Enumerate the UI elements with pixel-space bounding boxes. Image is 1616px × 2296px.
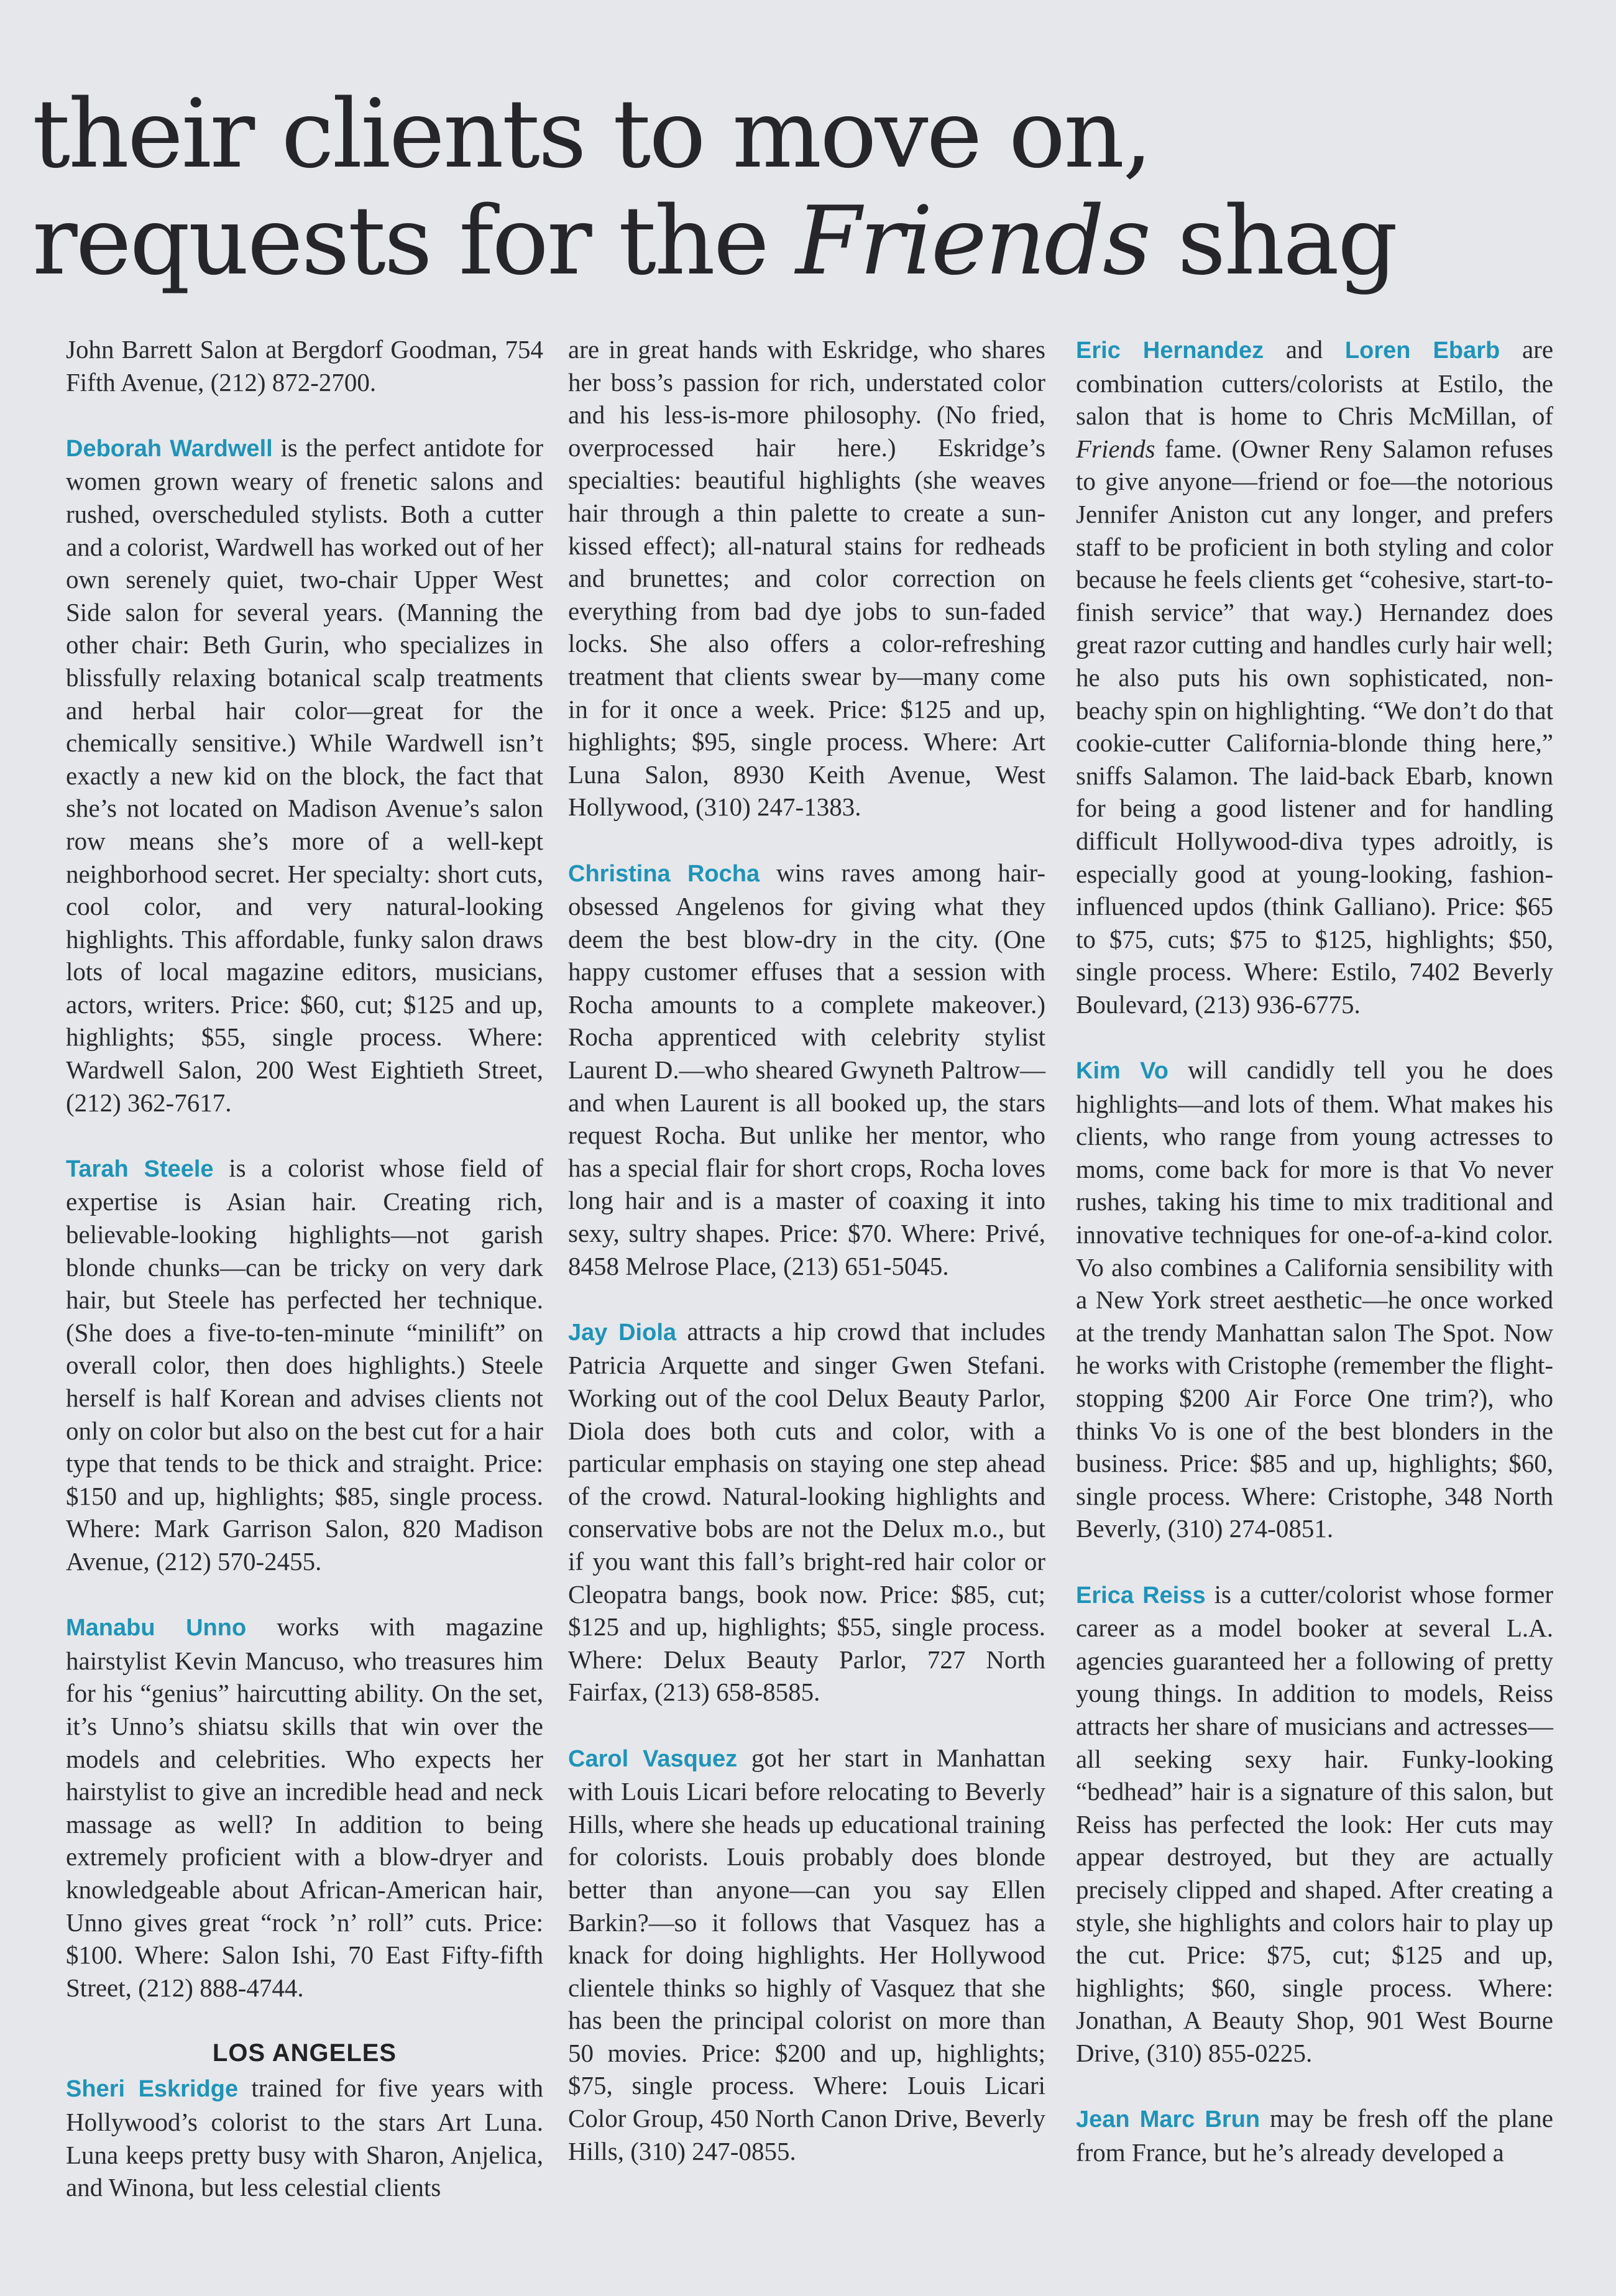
- entry-tarah-steele: [66, 1152, 543, 1578]
- entry-carol-vasquez: [568, 1742, 1045, 2168]
- stylist-name: Sheri Eskridge: [66, 2076, 239, 2103]
- entry-hernandez-ebarb: [1076, 333, 1553, 1021]
- entry-sheri-eskridge-continued: are in great hands with Eskridge, who shares her boss’s passion for rich, understated color and his less-is-more philosophy. (No fried, overprocessed hair here.) Eskridge’s specialties: beautiful highlights (she weaves hair through a thin palette to create a sun-kissed effect); all-natural stains for redheads and brunettes; and color correction on everything from bad dye jobs to sun-faded locks. She also offers a color-refreshing treatment that clients swear by—many come in for it once a week. Price: $125 and up, highlights; $95, single process. Where: Art Luna Salon, 8930 Keith Avenue, West Hollywood, (310) 247-1383.: [568, 335, 1045, 822]
- article-column-3: [1076, 333, 1553, 2169]
- stylist-name: Erica Reiss: [1076, 1582, 1206, 1609]
- stylist-name: Jay Diola: [568, 1319, 677, 1346]
- stylist-name: Tarah Steele: [66, 1155, 214, 1182]
- paragraph-john-barrett-address: John Barrett Salon at Bergdorf Goodman, 754 Fifth Avenue, (212) 872-2700.: [66, 335, 543, 397]
- stylist-name: Kim Vo: [1076, 1058, 1168, 1085]
- entry-text: are combination cutters/colorists at Estilo, the salon that is home to Chris McMillan, of: [1076, 335, 1554, 431]
- section-heading-los-angeles: LOS ANGELES: [212, 2039, 397, 2067]
- entry-text: trained for five years with Hollywood’s colorist to the stars Art Luna. Luna keeps pretty busy with Sharon, Anjelica, and Winona, but less celestial clients: [66, 2073, 543, 2202]
- entry-friends-italic: Friends: [1076, 434, 1155, 463]
- article-column-2: [568, 333, 1045, 2167]
- entry-sheri-eskridge: [66, 2072, 543, 2203]
- entry-text: got her start in Manhattan with Louis Licari before relocating to Beverly Hills, where she heads up educational training for colorists. Louis probably does blonde better than anyone—can you say Ellen Barkin?—so it follows that Vasquez has a knack for doing highlights. Her Hollywood clientele thinks so highly of Vasquez that she has been the principal colorist on more than 50 movies. Price: $200 and up, highlights; $75, single process. Where: Louis Licari Color Group, 450 North Canon Drive, Beverly Hills, (310) 247-0855.: [568, 1743, 1045, 2165]
- entry-jay-diola: [568, 1315, 1045, 1709]
- stylist-name: Manabu Unno: [66, 1615, 247, 1642]
- headline: [32, 81, 1586, 295]
- headline-line-2: [32, 188, 1586, 295]
- headline-line-2-end: shag: [1149, 186, 1397, 296]
- entry-text: is a colorist whose field of expertise is Asian hair. Creating rich, believable-looking highlights—not garish blonde chunks—can be tricky on very dark hair, but Steele has perfected her technique. (She does a five-to-ten-minute “minilift” on overall color, then does highlights.) Steele herself is half Korean and advises clients not only on color but also on the best cut for a hair type that tends to be thick and straight. Price: $150 and up, highlights; $85, single process. Where: Mark Garrison Salon, 820 Madison Avenue, (212) 570-2455.: [66, 1153, 543, 1576]
- entry-text: is a cutter/colorist whose former career as a model booker at several L.A. agencies guaranteed her a following of pretty young things. In addition to models, Reiss attracts her share of musicians and actresses—all seeking sexy hair. Funky-looking “bedhead” hair is a signature of this salon, but Reiss has perfected the look: Her cuts may appear destroyed, but they are actually precisely clipped and shaped. After creating a style, she highlights and colors hair to play up the cut. Price: $75, cut; $125 and up, highlights; $60, single process. Where: Jonathan, A Beauty Shop, 901 West Bourne Drive, (310) 855-0225.: [1076, 1579, 1554, 2067]
- stylist-name: Eric Hernandez: [1076, 338, 1264, 364]
- entry-kim-vo: [1076, 1054, 1553, 1545]
- stylist-name: Christina Rocha: [568, 860, 760, 887]
- stylist-name-2: Loren Ebarb: [1344, 338, 1500, 364]
- entry-text: wins raves among hair-obsessed Angelenos for giving what they deem the best blow-dry in the city. (One happy customer effuses that a session with Rocha amounts to a complete makeover.) Rocha apprenticed with celebrity stylist Laurent D.—who sheared Gwyneth Paltrow—and when Laurent is all booked up, the stars request Rocha. But unlike her mentor, who has a special flair for short crops, Rocha loves long hair and is a master of coaxing it into sexy, sultry shapes. Price: $70. Where: Privé, 8458 Melrose Place, (213) 651-5045.: [568, 858, 1046, 1280]
- entry-text-continued: fame. (Owner Reny Salamon refuses to give anyone—friend or foe—the notorious Jennifer Aniston cut any longer, and prefers staff to be proficient in both styling and color because he feels clients get “cohesive, start-to-finish service” that way.) Hernandez does great razor cutting and handles curly hair well; he also puts his own sophisticated, non-beachy spin on highlighting. “We don’t do that cookie-cutter California-blonde thing here,” sniffs Salamon. The laid-back Ebarb, known for being a good listener and for handling difficult Hollywood-diva types adroitly, is especially good at young-looking, fashion-influenced updos (think Galliano). Price: $65 to $75, cuts; $75 to $125, highlights; $50, single process. Where: Estilo, 7402 Beverly Boulevard, (213) 936-6775.: [1076, 434, 1553, 1019]
- entry-text: may be fresh off the plane from France, but he’s already developed a: [1076, 2104, 1554, 2167]
- entry-text: works with magazine hairstylist Kevin Mancuso, who treasures him for his “genius” haircutting ability. On the set, it’s Unno’s shiatsu skills that win over the models and celebrities. Who expects her hairstylist to give an incredible head and neck massage as well? In addition to being extremely proficient with a blow-dryer and knowledgeable about African-American hair, Unno gives great “rock ’n’ roll” cuts. Price: $100. Where: Salon Ishi, 70 East Fifty-fifth Street, (212) 888-4744.: [66, 1612, 544, 2002]
- stylist-name: Carol Vasquez: [568, 1745, 738, 1772]
- entry-text: attracts a hip crowd that includes Patricia Arquette and singer Gwen Stefani. Working out of the cool Delux Beauty Parlor, Diola does both cuts and color, with a particular emphasis on staying one step ahead of the crowd. Natural-looking highlights and conservative bobs are not the Delux m.o., but if you want this fall’s bright-red hair color or Cleopatra bangs, book now. Price: $85, cut; $125 and up, highlights; $55, single process. Where: Delux Beauty Parlor, 727 North Fairfax, (213) 658-8585.: [568, 1316, 1045, 1707]
- entry-erica-reiss: [1076, 1578, 1553, 2070]
- headline-friends-italic: Friends: [796, 186, 1150, 296]
- headline-line-2-start: requests for the: [32, 186, 796, 296]
- article-column-1: [66, 333, 543, 2204]
- entry-text: will candidly tell you he does highlights—and lots of them. What makes his clients, who range from young actresses to moms, come back for more is that Vo never rushes, taking his time to mix traditional and innovative techniques for one-of-a-kind color. Vo also combines a California sensibility with a New York street aesthetic—he once worked at the trendy Manhattan salon The Spot. Now he works with Cristophe (remember the flight-stopping $200 Air Force One trim?), who thinks Vo is one of the best blonders in the business. Price: $85 and up, highlights; $60, single process. Where: Cristophe, 348 North Beverly, (310) 274-0851.: [1076, 1055, 1554, 1543]
- entry-deborah-wardwell: [66, 431, 543, 1119]
- entry-join: and: [1285, 335, 1323, 364]
- headline-line-1: their clients to move on,: [32, 79, 1151, 189]
- entry-text: is the perfect antidote for women grown weary of frenetic salons and rushed, overscheduled stylists. Both a cutter and a colorist, Wardwell has worked out of her own serenely quiet, two-chair Upper West Side salon for several years. (Manning the other chair: Beth Gurin, who specializes in blissfully relaxing botanical scalp treatments and herbal hair color—great for the chemically sensitive.) While Wardwell isn’t exactly a new kid on the block, the fact that she’s not located on Madison Avenue’s salon row means she’s more of a well-kept neighborhood secret. Her specialty: short cuts, cool color, and very natural-looking highlights. This affordable, funky salon draws lots of local magazine editors, musicians, actors, writers. Price: $60, cut; $125 and up, highlights; $55, single process. Where: Wardwell Salon, 200 West Eightieth Street, (212) 362-7617.: [66, 433, 543, 1117]
- stylist-name: Deborah Wardwell: [66, 435, 273, 462]
- entry-christina-rocha: [568, 856, 1045, 1283]
- entry-jean-marc-brun: [1076, 2102, 1553, 2169]
- stylist-name: Jean Marc Brun: [1076, 2106, 1260, 2133]
- entry-manabu-unno: [66, 1610, 543, 2004]
